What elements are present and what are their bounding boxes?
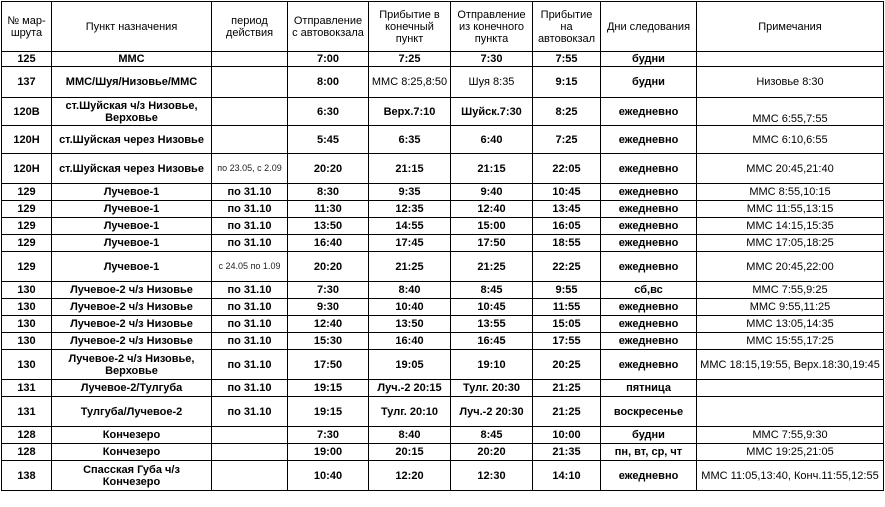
days-cell: ежедневно bbox=[601, 299, 697, 316]
table-row bbox=[2, 427, 884, 444]
days-cell: ежедневно bbox=[601, 333, 697, 350]
route-cell: 131 bbox=[2, 380, 52, 397]
arrive-station-cell: 21:25 bbox=[533, 380, 601, 397]
period-cell: по 31.10 bbox=[212, 218, 288, 235]
notes-cell: ММС 8:55,10:15 bbox=[697, 184, 884, 201]
days-cell: ежедневно bbox=[601, 350, 697, 380]
arrive-station-cell: 10:00 bbox=[533, 427, 601, 444]
period-cell bbox=[212, 52, 288, 67]
route-cell: 130 bbox=[2, 282, 52, 299]
destination-cell: Лучевое-1 bbox=[52, 184, 212, 201]
header-days: Дни следования bbox=[601, 2, 697, 52]
notes-cell: ММС 6:55,7:55 bbox=[697, 98, 884, 126]
arrive-final-cell: 12:35 bbox=[369, 201, 451, 218]
period-cell: по 31.10 bbox=[212, 235, 288, 252]
arrive-final-cell: 10:40 bbox=[369, 299, 451, 316]
destination-cell: Кончезеро bbox=[52, 427, 212, 444]
depart-station-cell: 7:30 bbox=[288, 427, 369, 444]
depart-final-cell: Луч.-2 20:30 bbox=[451, 397, 533, 427]
depart-station-cell: 19:00 bbox=[288, 444, 369, 461]
destination-cell: Лучевое-2 ч/з Низовье bbox=[52, 282, 212, 299]
route-cell: 137 bbox=[2, 67, 52, 98]
header-row bbox=[2, 2, 884, 52]
destination-cell: Лучевое-1 bbox=[52, 218, 212, 235]
route-cell: 120В bbox=[2, 98, 52, 126]
destination-cell: Лучевое-2 ч/з Низовье bbox=[52, 316, 212, 333]
destination-cell: Кончезеро bbox=[52, 444, 212, 461]
days-cell: ежедневно bbox=[601, 201, 697, 218]
table-row bbox=[2, 397, 884, 427]
route-cell: 128 bbox=[2, 427, 52, 444]
route-cell: 130 bbox=[2, 350, 52, 380]
period-cell: по 31.10 bbox=[212, 299, 288, 316]
notes-cell: ММС 11:55,13:15 bbox=[697, 201, 884, 218]
depart-final-cell: 13:55 bbox=[451, 316, 533, 333]
header-notes: Примечания bbox=[697, 2, 884, 52]
days-cell: будни bbox=[601, 427, 697, 444]
table-row bbox=[2, 350, 884, 380]
depart-station-cell: 12:40 bbox=[288, 316, 369, 333]
depart-station-cell: 15:30 bbox=[288, 333, 369, 350]
route-cell: 138 bbox=[2, 461, 52, 491]
depart-final-cell: 16:45 bbox=[451, 333, 533, 350]
header-depart-final: Отправление из конечного пункта bbox=[451, 2, 533, 52]
destination-cell: Лучевое-2 ч/з Низовье, Верховье bbox=[52, 350, 212, 380]
notes-cell: ММС 18:15,19:55, Верх.18:30,19:45 bbox=[697, 350, 884, 380]
arrive-station-cell: 21:35 bbox=[533, 444, 601, 461]
arrive-station-cell: 14:10 bbox=[533, 461, 601, 491]
arrive-final-cell: 8:40 bbox=[369, 427, 451, 444]
destination-cell: Лучевое-1 bbox=[52, 235, 212, 252]
header-period: период действия bbox=[212, 2, 288, 52]
route-cell: 129 bbox=[2, 252, 52, 282]
route-cell: 130 bbox=[2, 299, 52, 316]
arrive-final-cell: 21:15 bbox=[369, 154, 451, 184]
arrive-station-cell: 10:45 bbox=[533, 184, 601, 201]
days-cell: будни bbox=[601, 52, 697, 67]
days-cell: сб,вс bbox=[601, 282, 697, 299]
notes-cell: ММС 6:10,6:55 bbox=[697, 126, 884, 154]
depart-final-cell: 15:00 bbox=[451, 218, 533, 235]
period-cell: с 24.05 по 1.09 bbox=[212, 252, 288, 282]
destination-cell: Лучевое-1 bbox=[52, 201, 212, 218]
destination-cell: ММС/Шуя/Низовье/ММС bbox=[52, 67, 212, 98]
route-cell: 129 bbox=[2, 235, 52, 252]
table-row bbox=[2, 218, 884, 235]
period-cell bbox=[212, 444, 288, 461]
header-destination: Пункт назначения bbox=[52, 2, 212, 52]
days-cell: ежедневно bbox=[601, 252, 697, 282]
depart-final-cell: 12:30 bbox=[451, 461, 533, 491]
destination-cell: Лучевое-2 ч/з Низовье bbox=[52, 299, 212, 316]
route-cell: 120Н bbox=[2, 126, 52, 154]
arrive-station-cell: 18:55 bbox=[533, 235, 601, 252]
table-row bbox=[2, 235, 884, 252]
arrive-station-cell: 9:15 bbox=[533, 67, 601, 98]
arrive-final-cell: 17:45 bbox=[369, 235, 451, 252]
depart-station-cell: 8:00 bbox=[288, 67, 369, 98]
destination-cell: ст.Шуйская ч/з Низовье, Верховье bbox=[52, 98, 212, 126]
notes-cell: ММС 20:45,22:00 bbox=[697, 252, 884, 282]
arrive-final-cell: 16:40 bbox=[369, 333, 451, 350]
notes-cell bbox=[697, 397, 884, 427]
arrive-final-cell: 6:35 bbox=[369, 126, 451, 154]
depart-final-cell: Тулг. 20:30 bbox=[451, 380, 533, 397]
depart-station-cell: 10:40 bbox=[288, 461, 369, 491]
period-cell: по 31.10 bbox=[212, 380, 288, 397]
period-cell: по 31.10 bbox=[212, 282, 288, 299]
table-row bbox=[2, 333, 884, 350]
header-arrive-final: Прибытие в конечный пункт bbox=[369, 2, 451, 52]
table-row bbox=[2, 98, 884, 126]
depart-station-cell: 8:30 bbox=[288, 184, 369, 201]
depart-final-cell: 21:25 bbox=[451, 252, 533, 282]
table-row bbox=[2, 184, 884, 201]
arrive-final-cell: ММС 8:25,8:50 bbox=[369, 67, 451, 98]
header-depart-station: Отправление с автовокзала bbox=[288, 2, 369, 52]
depart-final-cell: 6:40 bbox=[451, 126, 533, 154]
arrive-station-cell: 22:05 bbox=[533, 154, 601, 184]
period-cell: по 31.10 bbox=[212, 184, 288, 201]
depart-final-cell: 19:10 bbox=[451, 350, 533, 380]
depart-station-cell: 6:30 bbox=[288, 98, 369, 126]
route-cell: 120Н bbox=[2, 154, 52, 184]
depart-station-cell: 7:00 bbox=[288, 52, 369, 67]
notes-cell bbox=[697, 380, 884, 397]
notes-cell: ММС 14:15,15:35 bbox=[697, 218, 884, 235]
days-cell: ежедневно bbox=[601, 218, 697, 235]
notes-cell: ММС 13:05,14:35 bbox=[697, 316, 884, 333]
days-cell: ежедневно bbox=[601, 98, 697, 126]
arrive-station-cell: 17:55 bbox=[533, 333, 601, 350]
table-row bbox=[2, 282, 884, 299]
destination-cell: ст.Шуйская через Низовье bbox=[52, 126, 212, 154]
period-cell: по 31.10 bbox=[212, 201, 288, 218]
table-row bbox=[2, 444, 884, 461]
period-cell bbox=[212, 427, 288, 444]
arrive-station-cell: 11:55 bbox=[533, 299, 601, 316]
arrive-final-cell: 19:05 bbox=[369, 350, 451, 380]
period-cell: по 23.05, с 2.09 bbox=[212, 154, 288, 184]
depart-final-cell: 7:30 bbox=[451, 52, 533, 67]
notes-cell bbox=[697, 52, 884, 67]
arrive-final-cell: 21:25 bbox=[369, 252, 451, 282]
depart-final-cell: 21:15 bbox=[451, 154, 533, 184]
depart-final-cell: 12:40 bbox=[451, 201, 533, 218]
period-cell: по 31.10 bbox=[212, 397, 288, 427]
depart-final-cell: Шуйск.7:30 bbox=[451, 98, 533, 126]
period-cell: по 31.10 bbox=[212, 350, 288, 380]
depart-station-cell: 5:45 bbox=[288, 126, 369, 154]
route-cell: 129 bbox=[2, 184, 52, 201]
notes-cell: ММС 17:05,18:25 bbox=[697, 235, 884, 252]
destination-cell: ст.Шуйская через Низовье bbox=[52, 154, 212, 184]
arrive-final-cell: 8:40 bbox=[369, 282, 451, 299]
notes-cell: ММС 9:55,11:25 bbox=[697, 299, 884, 316]
arrive-final-cell: Верх.7:10 bbox=[369, 98, 451, 126]
arrive-final-cell: 7:25 bbox=[369, 52, 451, 67]
arrive-station-cell: 15:05 bbox=[533, 316, 601, 333]
route-cell: 129 bbox=[2, 201, 52, 218]
arrive-final-cell: Тулг. 20:10 bbox=[369, 397, 451, 427]
table-row bbox=[2, 316, 884, 333]
notes-cell: ММС 11:05,13:40, Конч.11:55,12:55 bbox=[697, 461, 884, 491]
arrive-station-cell: 7:25 bbox=[533, 126, 601, 154]
days-cell: ежедневно bbox=[601, 154, 697, 184]
arrive-station-cell: 8:25 bbox=[533, 98, 601, 126]
depart-station-cell: 13:50 bbox=[288, 218, 369, 235]
depart-station-cell: 20:20 bbox=[288, 252, 369, 282]
depart-station-cell: 16:40 bbox=[288, 235, 369, 252]
notes-cell: ММС 19:25,21:05 bbox=[697, 444, 884, 461]
destination-cell: Лучевое-2/Тулгуба bbox=[52, 380, 212, 397]
header-arrive-station: Прибытие на автовокзал bbox=[533, 2, 601, 52]
destination-cell: Лучевое-2 ч/з Низовье bbox=[52, 333, 212, 350]
depart-station-cell: 20:20 bbox=[288, 154, 369, 184]
header-route: № мар-шрута bbox=[2, 2, 52, 52]
notes-cell: ММС 20:45,21:40 bbox=[697, 154, 884, 184]
depart-station-cell: 19:15 bbox=[288, 397, 369, 427]
table-row bbox=[2, 201, 884, 218]
arrive-station-cell: 9:55 bbox=[533, 282, 601, 299]
arrive-station-cell: 22:25 bbox=[533, 252, 601, 282]
depart-final-cell: 10:45 bbox=[451, 299, 533, 316]
period-cell bbox=[212, 461, 288, 491]
arrive-station-cell: 13:45 bbox=[533, 201, 601, 218]
arrive-final-cell: 13:50 bbox=[369, 316, 451, 333]
route-cell: 130 bbox=[2, 333, 52, 350]
arrive-final-cell: 14:55 bbox=[369, 218, 451, 235]
days-cell: воскресенье bbox=[601, 397, 697, 427]
arrive-final-cell: 20:15 bbox=[369, 444, 451, 461]
days-cell: будни bbox=[601, 67, 697, 98]
table-row bbox=[2, 380, 884, 397]
depart-station-cell: 17:50 bbox=[288, 350, 369, 380]
table-row bbox=[2, 126, 884, 154]
table-row bbox=[2, 252, 884, 282]
days-cell: ежедневно bbox=[601, 235, 697, 252]
notes-cell: ММС 15:55,17:25 bbox=[697, 333, 884, 350]
days-cell: ежедневно bbox=[601, 126, 697, 154]
schedule-table bbox=[1, 1, 884, 491]
table-row bbox=[2, 461, 884, 491]
depart-final-cell: Шуя 8:35 bbox=[451, 67, 533, 98]
table-row bbox=[2, 154, 884, 184]
period-cell bbox=[212, 67, 288, 98]
arrive-station-cell: 20:25 bbox=[533, 350, 601, 380]
depart-station-cell: 9:30 bbox=[288, 299, 369, 316]
period-cell: по 31.10 bbox=[212, 333, 288, 350]
arrive-station-cell: 7:55 bbox=[533, 52, 601, 67]
depart-final-cell: 20:20 bbox=[451, 444, 533, 461]
arrive-station-cell: 21:25 bbox=[533, 397, 601, 427]
notes-cell: Низовье 8:30 bbox=[697, 67, 884, 98]
period-cell: по 31.10 bbox=[212, 316, 288, 333]
depart-final-cell: 8:45 bbox=[451, 282, 533, 299]
route-cell: 128 bbox=[2, 444, 52, 461]
days-cell: ежедневно bbox=[601, 461, 697, 491]
notes-cell: ММС 7:55,9:30 bbox=[697, 427, 884, 444]
days-cell: ежедневно bbox=[601, 184, 697, 201]
route-cell: 131 bbox=[2, 397, 52, 427]
destination-cell: Тулгуба/Лучевое-2 bbox=[52, 397, 212, 427]
table-row bbox=[2, 52, 884, 67]
depart-station-cell: 19:15 bbox=[288, 380, 369, 397]
days-cell: пн, вт, ср, чт bbox=[601, 444, 697, 461]
notes-cell: ММС 7:55,9:25 bbox=[697, 282, 884, 299]
days-cell: ежедневно bbox=[601, 316, 697, 333]
depart-final-cell: 17:50 bbox=[451, 235, 533, 252]
arrive-final-cell: 12:20 bbox=[369, 461, 451, 491]
depart-station-cell: 11:30 bbox=[288, 201, 369, 218]
route-cell: 125 bbox=[2, 52, 52, 67]
arrive-station-cell: 16:05 bbox=[533, 218, 601, 235]
depart-station-cell: 7:30 bbox=[288, 282, 369, 299]
table-row bbox=[2, 299, 884, 316]
table-row bbox=[2, 67, 884, 98]
days-cell: пятница bbox=[601, 380, 697, 397]
destination-cell: ММС bbox=[52, 52, 212, 67]
depart-final-cell: 8:45 bbox=[451, 427, 533, 444]
destination-cell: Спасская Губа ч/з Кончезеро bbox=[52, 461, 212, 491]
depart-final-cell: 9:40 bbox=[451, 184, 533, 201]
route-cell: 130 bbox=[2, 316, 52, 333]
arrive-final-cell: Луч.-2 20:15 bbox=[369, 380, 451, 397]
period-cell bbox=[212, 126, 288, 154]
destination-cell: Лучевое-1 bbox=[52, 252, 212, 282]
route-cell: 129 bbox=[2, 218, 52, 235]
period-cell bbox=[212, 98, 288, 126]
arrive-final-cell: 9:35 bbox=[369, 184, 451, 201]
